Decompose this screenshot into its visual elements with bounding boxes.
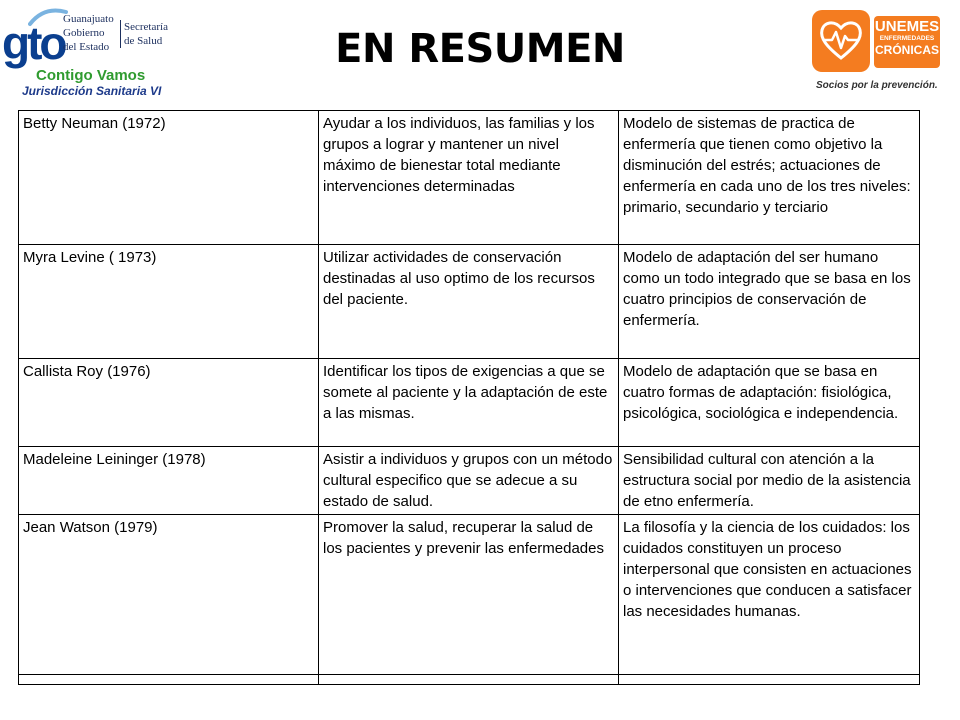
brand-subtitle-2: CRÓNICAS <box>874 43 939 57</box>
empty-cell <box>319 675 619 685</box>
heart-ecg-icon <box>812 10 870 72</box>
author-cell: Callista Roy (1976) <box>19 359 319 447</box>
jurisdiction-text: Jurisdicción Sanitaria VI <box>22 84 162 98</box>
gto-mark: gto <box>2 17 65 69</box>
summary-table <box>18 110 920 685</box>
author-cell: Jean Watson (1979) <box>19 515 319 675</box>
table-row <box>19 245 920 359</box>
tagline-text: Socios por la prevención. <box>816 80 938 91</box>
table-row <box>19 447 920 515</box>
author-cell: Betty Neuman (1972) <box>19 111 319 245</box>
unemes-logo <box>812 8 952 100</box>
empty-cell <box>619 675 920 685</box>
slogan-text: Contigo Vamos <box>36 67 146 84</box>
unemes-badge <box>874 16 940 68</box>
objective-cell: Identificar los tipos de exigencias a que se somete al paciente y la adaptación de este a las mismas. <box>319 359 619 447</box>
table-row <box>19 359 920 447</box>
empty-table-row <box>19 675 920 685</box>
page-title: EN RESUMEN <box>335 26 625 72</box>
brand-subtitle-1: ENFERMEDADES <box>879 35 935 42</box>
objective-cell: Utilizar actividades de conservación destinadas al uso optimo de los recursos del paciente. <box>319 245 619 359</box>
objective-cell: Asistir a individuos y grupos con un método cultural especifico que se adecue a su estado de salud. <box>319 447 619 515</box>
author-cell: Madeleine Leininger (1978) <box>19 447 319 515</box>
secretaria-text: Secretaría de Salud <box>120 20 168 48</box>
table-row <box>19 515 920 675</box>
model-cell: Modelo de sistemas de practica de enfermería que tienen como objetivo la disminución del estrés; actuaciones de enfermería en cada uno de los tres niveles: primario, secundario y terciario <box>619 111 920 245</box>
objective-cell: Ayudar a los individuos, las familias y los grupos a lograr y mantener un nivel máximo de bienestar total mediante intervenciones determinadas <box>319 111 619 245</box>
table-row <box>19 111 920 245</box>
objective-cell: Promover la salud, recuperar la salud de los pacientes y prevenir las enfermedades <box>319 515 619 675</box>
model-cell: Modelo de adaptación del ser humano como un todo integrado que se basa en los cuatro principios de conservación de enfermería. <box>619 245 920 359</box>
government-text: Guanajuato Gobierno del Estado <box>63 13 114 53</box>
empty-cell <box>19 675 319 685</box>
model-cell: Sensibilidad cultural con atención a la estructura social por medio de la asistencia de etno enfermería. <box>619 447 920 515</box>
model-cell: La filosofía y la ciencia de los cuidados: los cuidados constituyen un proceso interpersonal que consisten en actuaciones o intervenciones que conducen a satisfacer las necesidades humanas. <box>619 515 920 675</box>
brand-text: UNEMES <box>874 18 940 35</box>
model-cell: Modelo de adaptación que se basa en cuatro formas de adaptación: fisiológica, psicológica, sociológica e independencia. <box>619 359 920 447</box>
author-cell: Myra Levine ( 1973) <box>19 245 319 359</box>
